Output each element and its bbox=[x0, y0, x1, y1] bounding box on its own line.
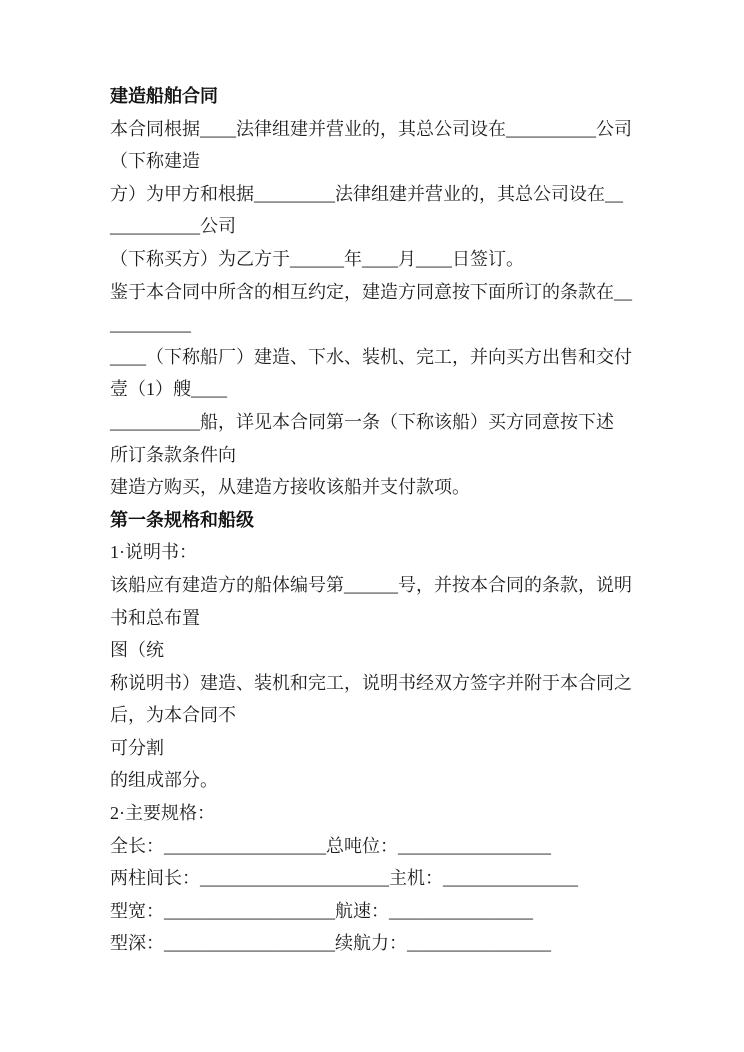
spec-line-lbp-engine: 两柱间长：_____________________主机：_______________ bbox=[110, 868, 578, 889]
paragraph-shipyard-build: ____（下称船厂）建造、下水、装机、完工，并向买方出售和交付 bbox=[110, 346, 632, 367]
paragraph-one-vessel: 壹（1）艘____ bbox=[110, 379, 227, 400]
document-title: 建造船舶合同 bbox=[110, 86, 218, 106]
paragraph-spec-book-1: 书和总布置 bbox=[110, 607, 200, 628]
spec-line-length-tonnage: 全长：__________________总吨位：_________________ bbox=[110, 835, 551, 856]
paragraph-terms-cont: 所订条款条件向 bbox=[110, 444, 236, 465]
paragraph-spec-book-4: 后，为本合同不 bbox=[110, 705, 236, 726]
paragraph-whereas: 鉴于本合同中所含的相互约定，建造方同意按下面所订的条款在__ bbox=[110, 281, 632, 302]
paragraph-purchase: 建造方购买，从建造方接收该船并支付款项。 bbox=[110, 477, 470, 498]
paragraph-spec-book-6: 的组成部分。 bbox=[110, 770, 218, 791]
spec-line-breadth-speed: 型宽：___________________航速：________________ bbox=[110, 900, 533, 921]
paragraph-signing-date: （下称买方）为乙方于______年____月____日签订。 bbox=[110, 248, 524, 269]
paragraph-builder-law: 本合同根据____法律组建并营业的，其总公司设在__________公司 bbox=[110, 118, 632, 139]
spec-line-depth-endurance: 型深：___________________续航力：________________ bbox=[110, 933, 551, 954]
clause2-label: 2·主要规格： bbox=[110, 803, 215, 824]
paragraph-vessel-type: __________船，详见本合同第一条（下称该船）买方同意按下述 bbox=[110, 411, 614, 432]
clause1-label: 1·说明书： bbox=[110, 542, 197, 563]
paragraph-blank-line: _________ bbox=[110, 314, 191, 335]
paragraph-spec-book-2: 图（统 bbox=[110, 640, 164, 661]
paragraph-builder-cont: （下称建造 bbox=[110, 151, 200, 172]
paragraph-spec-book-5: 可分割 bbox=[110, 737, 164, 758]
paragraph-spec-book-3: 称说明书）建造、装机和完工，说明书经双方签字并附于本合同之 bbox=[110, 672, 632, 693]
paragraph-hull-number: 该船应有建造方的船体编号第______号，并按本合同的条款，说明 bbox=[110, 574, 632, 595]
article1-heading: 第一条规格和船级 bbox=[110, 509, 254, 530]
paragraph-buyer-company: __________公司 bbox=[110, 216, 236, 237]
paragraph-buyer-law: 方）为甲方和根据_________法律组建并营业的，其总公司设在__ bbox=[110, 183, 623, 204]
